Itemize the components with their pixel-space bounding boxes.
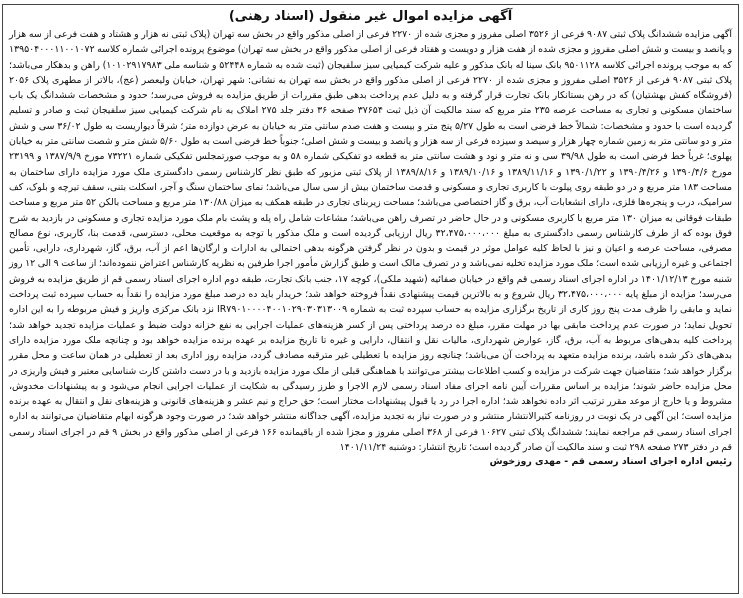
notice-body-text: آگهی مزایده ششدانگ پلاک ثبتی ۹۰۸۷ فرعی از ۳۵۲۶ اصلی مفروز و مجزی شده از ۲۲۷۰ فرعی از اصلی مذکور واقع در بخش سه تهران (پلاک ثبتی نه هزار و هشتاد و هفت فرعی از سه هزار و پانصد و بیست و شش اصلی مفروز و مجزی شده از هفت هزار و دویست و هفتاد فرعی از اصلی مذکور واقع در بخش سه تهران) موضوع پرونده اجرائی شماره کلاسه ۱۳۹۵۰۴۰۰۰۱۱۰۰۱۰۷۲ که به موجب پرونده اجرائی کلاسه ۹۵۰۱۱۲۸ بانک سینا له بانک مذکور و علیه شرکت کیمیایی سیز سلفیجان (ثبت شده به شماره ۵۲۴۴۸ و شناسه ملی ۱۰۱۰۲۹۱۷۹۸۳) راهن و بدهکار می‌باشد؛ پلاک ثبتی ۹۰۸۷ فرعی از ۳۵۲۶ اصلی مفروز و مجزی شده از ۲۲۷۰ فرعی از اصلی مذکور واقع در بخش سه تهران به نشانی: شهر تهران، خیابان ولیعصر (عج)، بالاتر از مطهری پلاک ۲۰۵۶ (فروشگاه کفش بهشتیان) که در رهن بستانکار بانک تجارت قرار گرفته و به دلیل عدم پرداخت بدهی طبق مقررات از طریق مزایده به فروش می‌رسد؛ حدود و مشخصات ششدانگ یک باب ساختمان مسکونی و تجاری به مساحت عرصه ۲۳۵ متر مربع که سند مالکیت آن ذیل ثبت ۳۷۶۵۴ صفحه ۳۶ دفتر جلد ۲۷۵ املاک به نام شرکت کیمیایی سیز سلفیجان ثبت و صادر و تسلیم گردیده است با حدود و مشخصات: شمالاً خط فرضی است به طول ۵/۲۷ پنج متر و بیست و هفت صدم سانتی متر به خیابان به عرض دوازده متر؛ شرقاً دیواریست به طول ۳۶/۰۲ سی و شش متر و دو سانتی متر به زمین شماره چهار هزار و سیصد و سیزده فرعی از سه هزار و پانصد و بیست و شش اصلی؛ جنوباً خط فرضی است به طول ۵/۶۰ شش متر و شصت سانتی متر به خیابان پهلوی؛ غرباً خط فرضی است به طول ۳۹/۹۸ سی و نه متر و نود و هشت سانتی متر به قطعه دو تفکیکی شماره ۵۸ و به موجب صورتمجلس تفکیکی شماره ۷۳۲۲۱ مورخ ۱۳۸۷/۹/۹ و ۲۳۱۹۹ مورخ ۱۳۹۰/۴/۶ و ۱۳۹۰/۴/۲۶ و ۱۳۹۰/۱/۲۲ و ۱۳۸۹/۱۱/۱۶ و ۱۳۸۹/۱۰/۱۶ و ۱۳۸۹/۸/۱۶ از پلاک ثبتی مزبور که طبق نظر کارشناس رسمی دادگستری ملک مورد مزایده دارای ساختمان به مساحت ۱۸۳ متر مربع و در دو طبقه روی پیلوت با کاربری تجاری و مسکونی و قدمت ساختمان بیش از سی سال می‌باشد؛ نمای ساختمان سنگ و آجر، اسکلت بتنی، سقف تیرچه و بلوک، کف سرامیک، درب و پنجره‌ها فلزی، دارای انشعابات آب، برق و گاز اختصاصی می‌باشد؛ مساحت زیربنای تجاری در طبقه همکف به میزان ۱۳۰/۸۸ متر مربع و مساحت بالکن ۵۲ متر مربع و مساحت طبقات فوقانی به میزان ۱۳۰ متر مربع با کاربری مسکونی و در حال حاضر در تصرف راهن می‌باشد؛ مشاعات شامل راه پله و پشت بام ملک مورد مزایده تجاری و مسکونی در بازدید به شرح فوق بوده که از طرف کارشناس رسمی دادگستری به مبلغ ۳۲،۴۷۵،۰۰۰،۰۰۰ ریال ارزیابی گردیده است و ملک مذکور با توجه به موقعیت محلی، دسترسی، قدمت بنا، کاربری، نوع مصالح مصرفی، مساحت عرصه و اعیان و نیز با لحاظ کلیه عوامل موثر در قیمت و بدون در نظر گرفتن هرگونه بدهی احتمالی به ادارات و ارگان‌ها اعم از آب، برق، گاز، شهرداری، دارایی، تأمین اجتماعی و غیره ارزیابی شده است؛ ملک مورد مزایده تخلیه نمی‌باشد و در تصرف مالک است و طبق گزارش مأمور اجرا طرفین به نظریه کارشناس اعتراض ننموده‌اند؛ از ساعت ۹ الی ۱۲ روز شنبه مورخ ۱۴۰۱/۱۲/۱۳ در اداره اجرای اسناد رسمی قم واقع در خیابان صفائیه (شهید ملکی)، کوچه ۱۷، جنب بانک تجارت، طبقه دوم اداره اجرای اسناد رسمی قم از طریق مزایده به فروش می‌رسد؛ مزایده از مبلغ پایه ۳۲،۴۷۵،۰۰۰،۰۰۰ ریال شروع و به بالاترین قیمت پیشنهادی نقداً فروخته خواهد شد؛ خریدار باید ده درصد مبلغ مورد مزایده را نقداً به حساب سپرده ثبت پرداخت نماید و مابقی را ظرف مدت پنج روز کاری از تاریخ برگزاری مزایده به حساب سپرده ثبت به شماره IR۷۹۰۱۰۰۰۰۴۰۰۱۰۲۹۰۳۰۳۱۳۰۰۹ نزد بانک مرکزی واریز و فیش مربوطه را به این اداره تحویل نماید؛ در صورت عدم پرداخت مابقی بها در مهلت مقرر، مبلغ ده درصد پرداختی پس از کسر هزینه‌های عملیات اجرایی به نفع خزانه دولت ضبط و عملیات مزایده تجدید خواهد شد؛ پرداخت کلیه بدهی‌های مربوط به آب، برق، گاز، عوارض شهرداری، مالیات نقل و انتقال، دارایی و غیره تا تاریخ مزایده بر عهده برنده مزایده خواهد بود و چنانچه ملک مورد مزایده دارای بدهی‌های ذکر شده باشد، برنده مزایده متعهد به پرداخت آن می‌باشد؛ چنانچه روز مزایده با تعطیلی غیر مترقبه مصادف گردد، مزایده روز اداری بعد از تعطیلی در همان ساعت و محل مقرر برگزار خواهد شد؛ متقاضیان جهت شرکت در مزایده و کسب اطلاعات بیشتر می‌توانند با هماهنگی قبلی از ملک مورد مزایده بازدید و با در دست داشتن کارت شناسایی معتبر و فیش واریزی در محل مزایده حاضر شوند؛ مزایده بر اساس مقررات آیین نامه اجرای مفاد اسناد رسمی لازم الاجرا و طرز رسیدگی به شکایت از عملیات اجرایی انجام می‌شود و به پیشنهادات مخدوش، مشروط و یا خارج از موعد مقرر ترتیب اثر داده نخواهد شد؛ اداره اجرا در رد یا قبول پیشنهادات مختار است؛ حق حراج و نیم عشر و هزینه‌های قانونی و هزینه‌های نقل و انتقال به عهده برنده مزایده است؛ این آگهی در یک نوبت در روزنامه کثیرالانتشار منتشر و در صورت نیاز به تجدید مزایده، آگهی جداگانه منتشر خواهد شد؛ در صورت وجود هرگونه ابهام متقاضیان می‌توانند به اداره اجرای اسناد رسمی قم مراجعه نمایند؛ ششدانگ پلاک ثبتی ۱۰۶۲۷ فرعی از ۳۶۸ اصلی مفروز و مجزا شده از باقیمانده ۱۶۶ فرعی از اصلی مذکور واقع در بخش ۹ قم در اجرای اسناد رسمی قم در دفتر ۲۷۳ صفحه ۲۹۸ ثبت و سند مالکیت آن صادر گردیده است؛ تاریخ انتشار: دوشنبه ۱۴۰۱/۱۱/۲۴ (9, 29, 733, 454)
notice-signature: رئیس اداره اجرای اسناد رسمی قم - مهدی روزخوش (489, 456, 732, 468)
mortgage-auction-notice (2, 4, 739, 594)
notice-title: آگهی مزایده اموال غیر منقول (اسناد رهنی) (228, 9, 513, 24)
